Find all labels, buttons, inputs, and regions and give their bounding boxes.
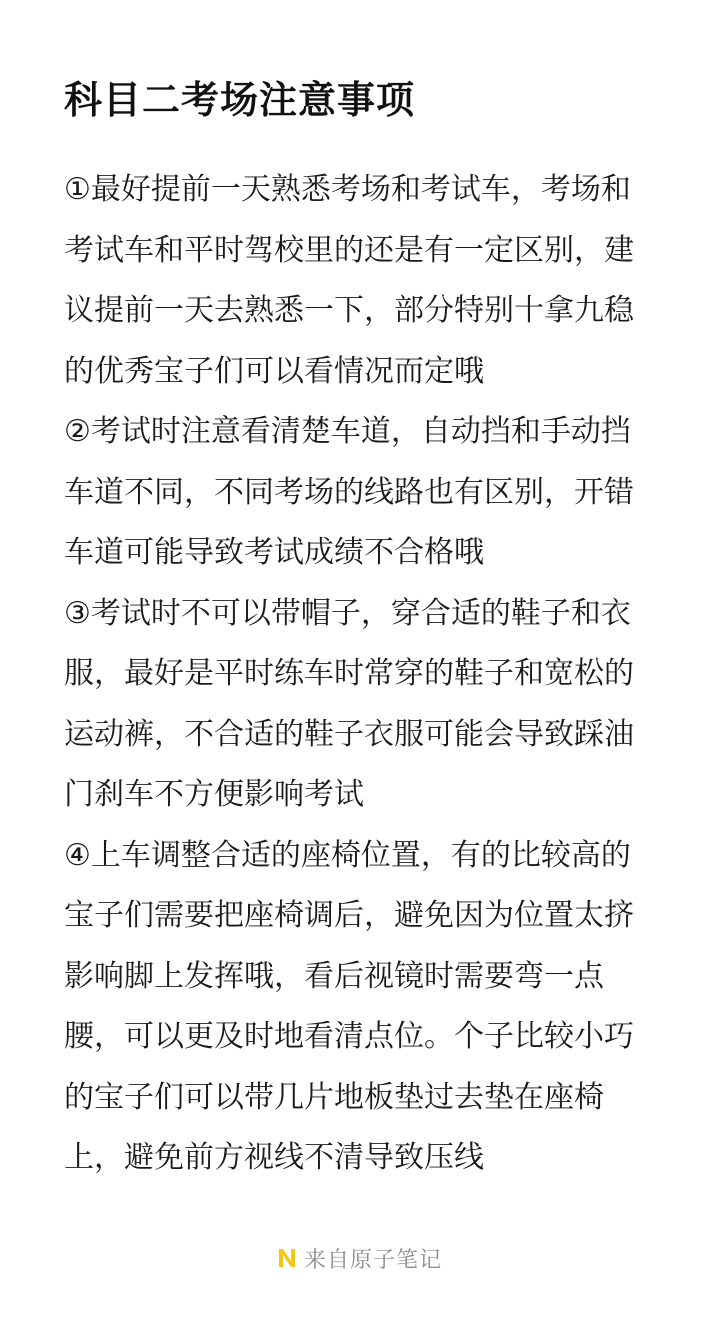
- body-line: ③考试时不可以带帽子，穿合适的鞋子和衣: [64, 595, 631, 631]
- note-title: 科目二考场注意事项: [64, 78, 416, 122]
- body-line: 议提前一天去熟悉一下，部分特别十拿九稳: [64, 293, 634, 328]
- body-line: ④上车调整合适的座椅位置，有的比较高的: [64, 837, 631, 873]
- body-line: 宝子们需要把座椅调后，避免因为位置太挤: [64, 898, 634, 933]
- note-body: [64, 160, 654, 1189]
- body-line: 门刹车不方便影响考试: [64, 777, 364, 812]
- body-line: 运动裤，不合适的鞋子衣服可能会导致踩油: [64, 716, 634, 752]
- yuanzi-note-logo-icon: [278, 1248, 296, 1268]
- body-line: 考试车和平时驾校里的还是有一定区别，建: [64, 232, 634, 268]
- body-line: 的优秀宝子们可以看情况而定哦: [64, 353, 484, 389]
- footer-text: 来自原子笔记: [303, 1247, 442, 1273]
- body-line: 服，最好是平时练车时常穿的鞋子和宽松的: [64, 656, 634, 691]
- body-line: ①最好提前一天熟悉考场和考试车，考场和: [64, 172, 631, 207]
- body-line: 车道可能导致考试成绩不合格哦: [64, 535, 484, 570]
- footer-attribution: [0, 1240, 720, 1276]
- body-line: 车道不同，不同考场的线路也有区别，开错: [64, 474, 634, 510]
- body-line: ②考试时注意看清楚车道，自动挡和手动挡: [64, 414, 631, 449]
- body-line: 上，避免前方视线不清导致压线: [64, 1140, 484, 1175]
- body-line: 的宝子们可以带几片地板垫过去垫在座椅: [64, 1079, 604, 1115]
- body-line: 腰，可以更及时地看清点位。个子比较小巧: [64, 1019, 634, 1054]
- body-line: 影响脚上发挥哦，看后视镜时需要弯一点: [64, 958, 604, 994]
